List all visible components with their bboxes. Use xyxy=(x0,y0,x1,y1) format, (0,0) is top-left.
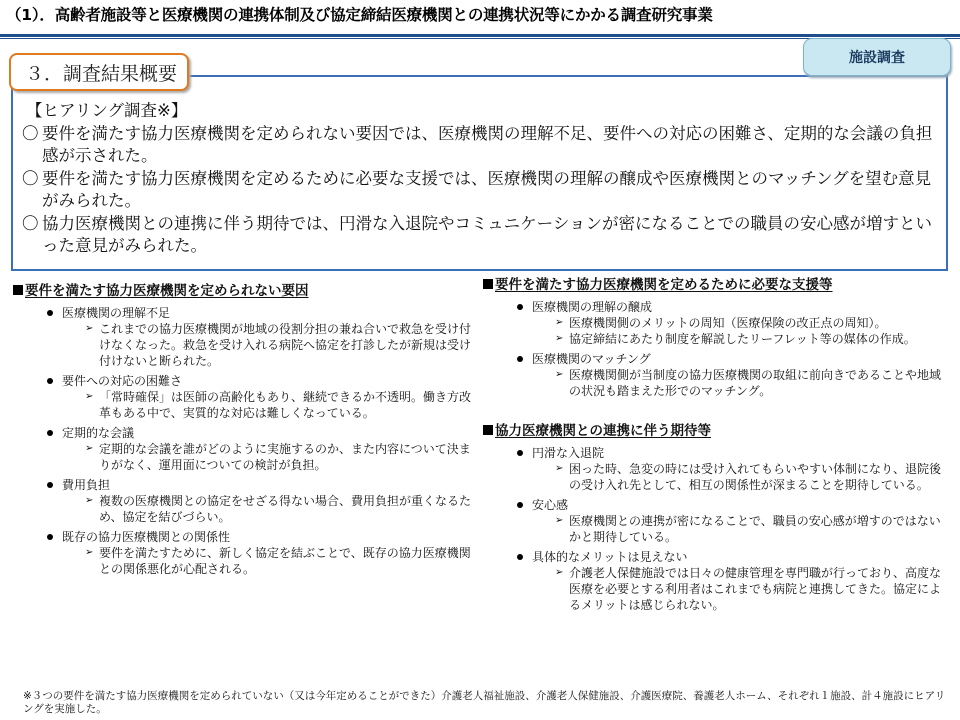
summary-body xyxy=(22,100,944,258)
right-bullet-list-1 xyxy=(483,299,943,399)
right-column xyxy=(483,275,943,613)
left-bullet-list xyxy=(13,305,473,577)
sub-bullet-text: 複数の医療機関との協定をせざる得ない場合、費用負担が重くなるため、協定を結びづらい。 xyxy=(99,494,472,524)
sub-bullet-item xyxy=(483,367,943,399)
sub-bullet-item xyxy=(483,565,943,613)
bullet-item xyxy=(13,477,473,493)
sub-bullet-item xyxy=(13,321,473,369)
section-label: ３．調査結果概要 xyxy=(9,53,189,91)
bullet-item xyxy=(483,497,943,513)
sub-bullet-item xyxy=(13,493,473,525)
sub-bullet-item xyxy=(483,315,943,331)
right-bullet-list-2 xyxy=(483,445,943,613)
bullet-dot-icon xyxy=(47,482,53,488)
bullet-dot-icon xyxy=(517,502,523,508)
sub-bullet-text: 「常時確保」は医師の高齢化もあり、継続できるか不透明。働き方改革もある中で、実質的な対応は難しくなっている。 xyxy=(99,390,472,420)
sub-bullet-text: 定期的な会議を誰がどのように実施するのか、また内容について決まりがなく、運用面についての検討が負担。 xyxy=(99,442,471,472)
summary-item xyxy=(22,168,944,213)
black-square-icon xyxy=(483,279,493,289)
summary-item xyxy=(22,213,944,258)
sub-bullet-text: 医療機関側のメリットの周知（医療保険の改正点の周知）。 xyxy=(569,316,887,330)
sub-bullet-item xyxy=(483,513,943,545)
arrow-right-icon: ➢ xyxy=(555,515,564,526)
arrow-right-icon: ➢ xyxy=(555,567,564,578)
summary-item-text: 要件を満たす協力医療機関を定められない要因では、医療機関の理解不足、要件への対応の困難さ、定期的な会議の負担感が示された。 xyxy=(42,123,933,165)
summary-heading: 【ヒアリング調査※】 xyxy=(26,101,188,120)
sub-bullet-text: 困った時、急変の時には受け入れてもらいやすい体制になり、退院後の受け入れ先として、相互の関係性が深まることを期待している。 xyxy=(569,462,942,492)
arrow-right-icon: ➢ xyxy=(555,369,564,380)
arrow-right-icon: ➢ xyxy=(555,317,564,328)
summary-item xyxy=(22,123,944,168)
arrow-right-icon: ➢ xyxy=(555,463,564,474)
black-square-icon xyxy=(483,425,493,435)
summary-item-text: 要件を満たす協力医療機関を定めるために必要な支援では、医療機関の理解の醸成や医療機関とのマッチングを望む意見がみられた。 xyxy=(42,168,932,210)
bullet-label: 医療機関の理解不足 xyxy=(62,306,171,320)
bullet-label: 円滑な入退院 xyxy=(532,446,605,460)
right-section-heading-2: 協力医療機関との連携に伴う期待等 xyxy=(483,421,943,441)
sub-bullet-item xyxy=(13,441,473,473)
bullet-item xyxy=(13,529,473,545)
footnote: ※３つの要件を満たす協力医療機関を定められていない（又は今年定めることができた）介護老人福祉施設、介護老人保健施設、介護医療院、養護老人ホーム、それぞれ１施設、計４施設にヒアリングを実施した。 xyxy=(23,690,946,715)
arrow-right-icon: ➢ xyxy=(85,323,94,334)
bullet-item xyxy=(13,373,473,389)
bullet-label: 定期的な会議 xyxy=(62,426,135,440)
bullet-item xyxy=(483,445,943,461)
sub-bullet-text: 協定締結にあたり制度を解説したリーフレット等の媒体の作成。 xyxy=(569,332,916,346)
bullet-dot-icon xyxy=(47,378,53,384)
page-title: （1）．高齢者施設等と医療機関の連携体制及び協定締結医療機関との連携状況等にかかる調査研究事業 xyxy=(6,6,713,24)
left-section-heading: 要件を満たす協力医療機関を定められない要因 xyxy=(13,281,473,301)
black-square-icon xyxy=(13,285,23,295)
bullet-item xyxy=(483,549,943,565)
bullet-label: 既存の協力医療機関との関係性 xyxy=(62,530,231,544)
bullet-dot-icon xyxy=(517,356,523,362)
sub-bullet-item xyxy=(483,461,943,493)
arrow-right-icon: ➢ xyxy=(85,391,94,402)
left-column xyxy=(13,281,473,577)
sub-bullet-item xyxy=(483,331,943,347)
arrow-right-icon: ➢ xyxy=(555,333,564,344)
bullet-label: 安心感 xyxy=(532,498,569,512)
bullet-label: 具体的なメリットは見えない xyxy=(532,550,688,564)
title-rule xyxy=(0,34,960,37)
bullet-label: 要件への対応の困難さ xyxy=(62,374,183,388)
arrow-right-icon: ➢ xyxy=(85,547,94,558)
sub-bullet-text: これまでの協力医療機関が地域の役割分担の兼ね合いで救急を受け付けなくなった。救急を受け入れる病院へ協定を打診したが新規は受け付けないと断られた。 xyxy=(99,322,472,368)
circle-mark-icon: 〇 xyxy=(22,123,39,143)
circle-mark-icon: 〇 xyxy=(22,168,39,188)
sub-bullet-text: 要件を満たすために、新しく協定を結ぶことで、既存の協力医療機関との関係悪化が心配される。 xyxy=(99,546,471,576)
bullet-dot-icon xyxy=(47,310,53,316)
circle-mark-icon: 〇 xyxy=(22,213,39,233)
bullet-label: 医療機関の理解の醸成 xyxy=(532,300,653,314)
sub-bullet-text: 医療機関側が当制度の協力医療機関の取組に前向きであることや地域の状況も踏まえた形でのマッチング。 xyxy=(569,368,942,398)
sub-bullet-text: 介護老人保健施設では日々の健康管理を専門職が行っており、高度な医療を必要とする利用者はこれまでも病院と連携してきた。協定によるメリットは感じられない。 xyxy=(569,566,942,612)
sub-bullet-item xyxy=(13,545,473,577)
bullet-item xyxy=(13,425,473,441)
arrow-right-icon: ➢ xyxy=(85,443,94,454)
bullet-dot-icon xyxy=(517,450,523,456)
bullet-label: 費用負担 xyxy=(62,478,111,492)
bullet-dot-icon xyxy=(517,304,523,310)
arrow-right-icon: ➢ xyxy=(85,495,94,506)
summary-item-text: 協力医療機関との連携に伴う期待では、円滑な入退院やコミュニケーションが密になることでの職員の安心感が増すといった意見がみられた。 xyxy=(42,213,933,255)
bullet-dot-icon xyxy=(47,430,53,436)
bullet-dot-icon xyxy=(47,534,53,540)
sub-bullet-item xyxy=(13,389,473,421)
sub-bullet-text: 医療機関との連携が密になることで、職員の安心感が増すのではないかと期待している。 xyxy=(569,514,941,544)
survey-type-tag: 施設調査 xyxy=(803,38,951,76)
bullet-item xyxy=(13,305,473,321)
bullet-item xyxy=(483,299,943,315)
bullet-item xyxy=(483,351,943,367)
bullet-label: 医療機関のマッチング xyxy=(532,352,651,366)
right-section-heading-1: 要件を満たす協力医療機関を定めるために必要な支援等 xyxy=(483,275,943,295)
bullet-dot-icon xyxy=(517,554,523,560)
